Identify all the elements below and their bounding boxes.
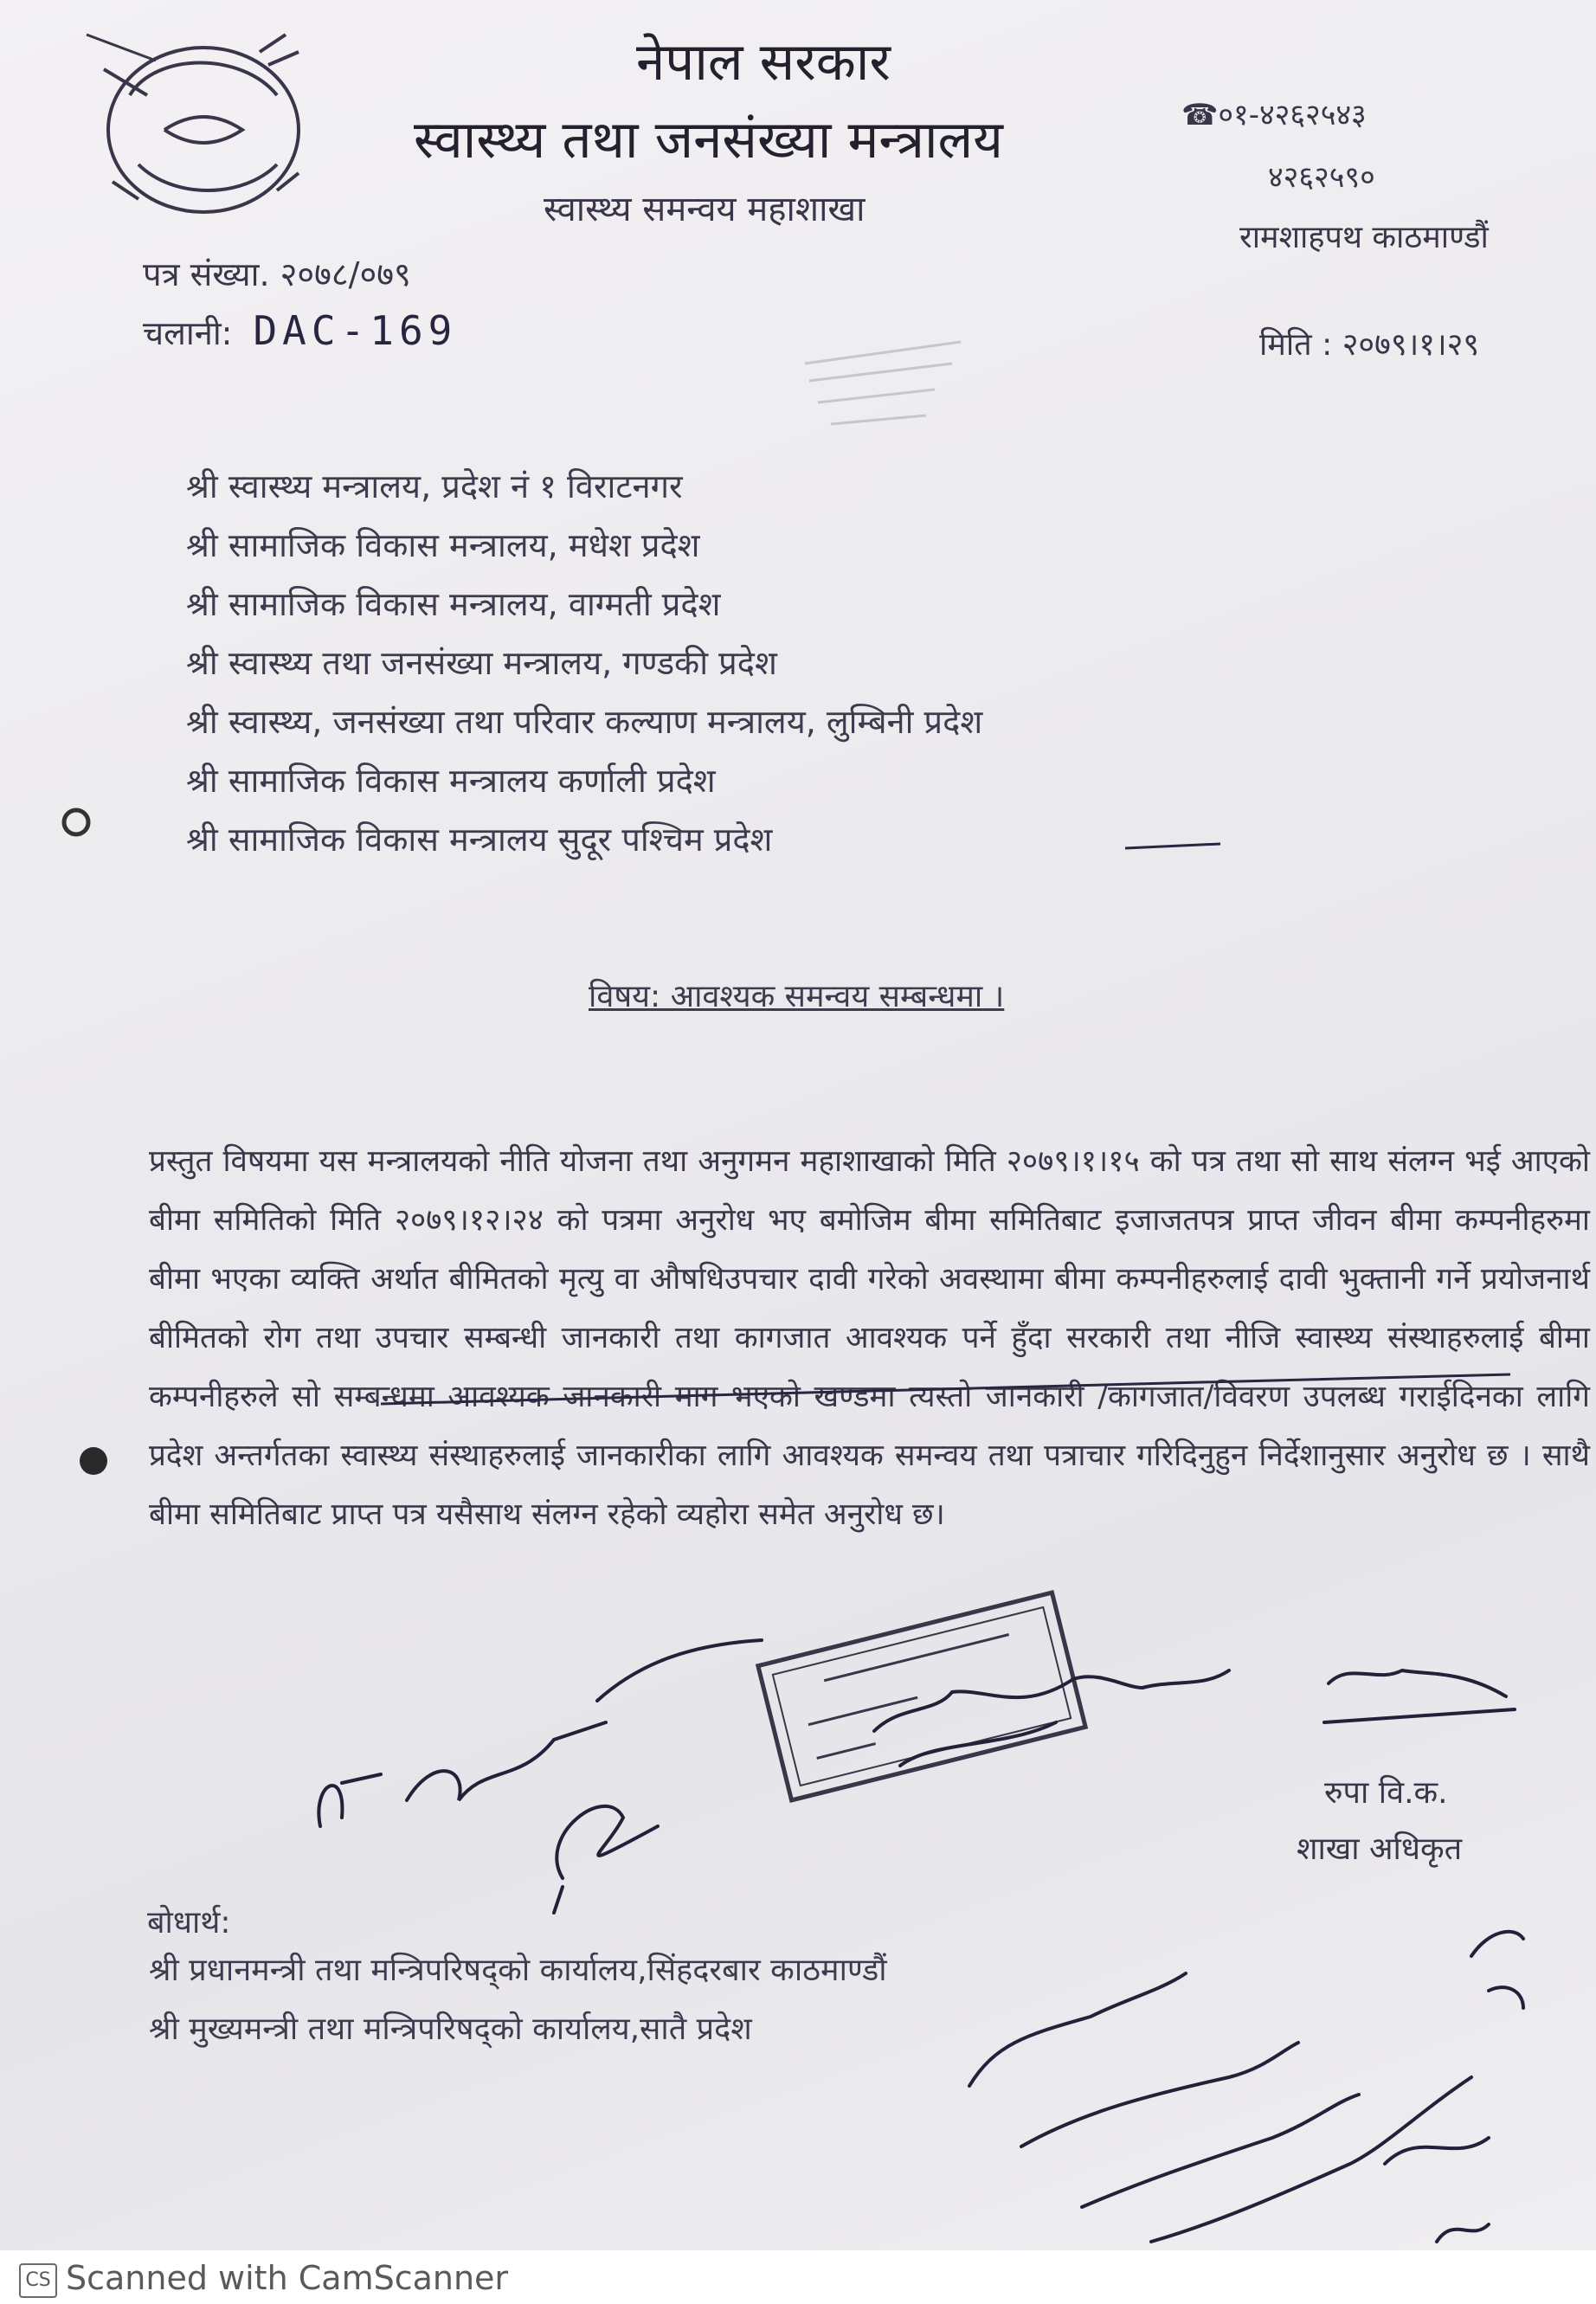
signatory-name: रुपा वि.क. xyxy=(1324,1775,1448,1811)
scanner-watermark xyxy=(19,2259,508,2298)
phone-number-2: ४२६२५९० xyxy=(1268,160,1375,195)
recipient-item: श्री स्वास्थ्य मन्त्रालय, प्रदेश नं १ विराटनगर xyxy=(186,467,683,505)
recipient-item: श्री सामाजिक विकास मन्त्रालय, मधेश प्रदेश xyxy=(186,526,700,564)
office-address: रामशाहपथ काठमाण्डौं xyxy=(1239,220,1489,255)
signatory-title: शाखा अधिकृत xyxy=(1297,1831,1463,1867)
dispatch-number: DAC-169 xyxy=(253,307,458,354)
recipient-item: श्री सामाजिक विकास मन्त्रालय, वाग्मती प्रदेश xyxy=(186,585,721,623)
ministry-title: स्वास्थ्य तथा जनसंख्या मन्त्रालय xyxy=(414,110,1003,171)
phone-number-1: ☎०१-४२६२५४३ xyxy=(1181,98,1367,132)
recipient-item: श्री स्वास्थ्य, जनसंख्या तथा परिवार कल्याण मन्त्रालय, लुम्बिनी प्रदेश xyxy=(186,703,983,741)
cc-item: श्री मुख्यमन्त्री तथा मन्त्रिपरिषद्को कार्यालय,सातै प्रदेश xyxy=(149,2011,752,2047)
recipient-item: श्री सामाजिक विकास मन्त्रालय सुदूर पश्चिम प्रदेश xyxy=(186,821,773,859)
division-title: स्वास्थ्य समन्वय महाशाखा xyxy=(544,190,866,229)
letter-subject: विषय: आवश्यक समन्वय सम्बन्धमा । xyxy=(589,979,1005,1014)
dispatch-label: चलानी: xyxy=(143,314,233,352)
camscanner-logo-icon: CS xyxy=(19,2263,57,2298)
cc-item: श्री प्रधानमन्त्री तथा मन्त्रिपरिषद्को कार्यालय,सिंहदरबार काठमाण्डौं xyxy=(149,1953,887,1988)
letter-date: मिति : २०७९।१।२९ xyxy=(1259,327,1480,363)
letter-body: प्रस्तुत विषयमा यस मन्त्रालयको नीति योजना तथा अनुगमन महाशाखाको मिति २०७९।१।१५ को पत्र तथा सो साथ संलग्न भई आएको बीमा समितिको मिति २०७९।१२।२४ को पत्रमा अनुरोध भए बमोजिम बीमा समितिबाट इजाजतपत्र प्राप्त जीवन बीमा कम्पनीहरुमा बीमा भएका व्यक्ति अर्थात बीमितको मृत्यु वा औषधिउपचार दावी गरेको अवस्थामा बीमा कम्पनीहरुलाई दावी भुक्तानी गर्ने प्रयोजनार्थ बीमितको रोग तथा उपचार सम्बन्धी जानकारी तथा कागजात आवश्यक पर्ने हुँदा सरकारी तथा नीजि स्वास्थ्य संस्थाहरुलाई बीमा कम्पनीहरुले सो सम्बन्धमा आवश्यक जानकारी माग भएको खण्डमा त्यस्तो जानकारी /कागजात/विवरण उपलब्ध गराईदिनका लागि प्रदेश अन्तर्गतका स्वास्थ्य संस्थाहरुलाई जानकारीका लागि आवश्यक समन्वय तथा पत्राचार गरिदिनुहुन निर्देशानुसार अनुरोध छ । साथै बीमा समितिबाट प्राप्त पत्र यसैसाथ संलग्न रहेको व्यहोरा समेत अनुरोध छ। xyxy=(149,1144,1590,1532)
scanner-text: Scanned with CamScanner xyxy=(66,2259,509,2297)
letter-number: पत्र संख्या. २०७८/०७९ xyxy=(143,255,411,293)
government-title: नेपाल सरकार xyxy=(636,32,891,93)
recipient-item: श्री सामाजिक विकास मन्त्रालय कर्णाली प्रदेश xyxy=(186,762,716,800)
cc-label: बोधार्थ: xyxy=(147,1905,231,1940)
recipient-item: श्री स्वास्थ्य तथा जनसंख्या मन्त्रालय, गण्डकी प्रदेश xyxy=(186,644,777,682)
